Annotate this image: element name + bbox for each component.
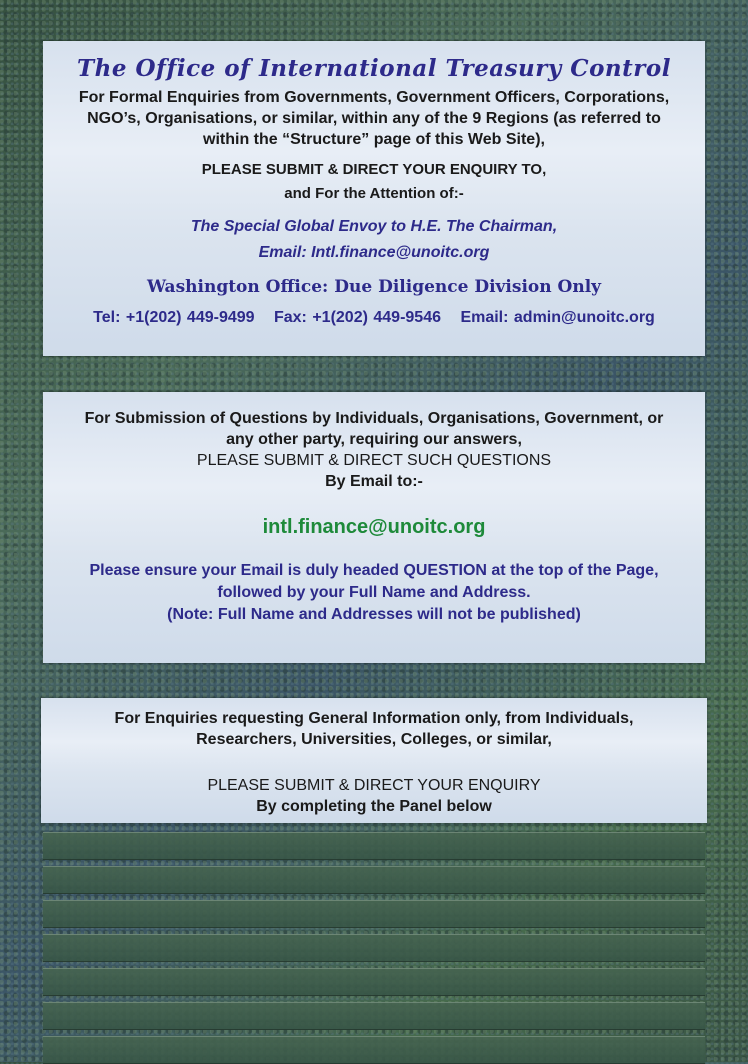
background-stripe <box>43 934 705 962</box>
submit-line: PLEASE SUBMIT & DIRECT YOUR ENQUIRY <box>207 777 541 794</box>
by-panel-line: By completing the Panel below <box>256 798 492 815</box>
questions-email-link[interactable]: intl.finance@unoitc.org <box>262 516 486 538</box>
intro-line: For Formal Enquiries from Governments, Government Officers, Corporations, <box>78 89 670 106</box>
background-stripe <box>43 1036 705 1064</box>
background-stripe <box>43 866 705 894</box>
note-line: Please ensure your Email is duly headed QUESTION at the top of the Page, <box>89 562 659 579</box>
general-information-panel <box>41 698 707 823</box>
background-stripe <box>43 900 705 928</box>
questions-panel <box>43 392 705 663</box>
submit-line: PLEASE SUBMIT & DIRECT SUCH QUESTIONS <box>196 452 552 469</box>
intro-line: Researchers, Universities, Colleges, or similar, <box>196 731 552 748</box>
intro-line: NGO’s, Organisations, or similar, within any of the 9 Regions (as referred to <box>87 110 661 127</box>
background-stripe <box>43 968 705 996</box>
tel-number: Tel: +1(202) 449-9499 <box>93 309 255 326</box>
washington-office-heading: Washington Office: Due Diligence Division Only <box>146 277 602 297</box>
intro-line: For Submission of Questions by Individuals, Organisations, Government, or <box>84 410 664 427</box>
submit-line: PLEASE SUBMIT & DIRECT YOUR ENQUIRY TO, <box>201 161 547 178</box>
questions-note <box>43 560 705 626</box>
envoy-email-link[interactable]: Email: Intl.finance@unoitc.org <box>258 244 490 261</box>
contact-details <box>43 308 705 328</box>
formal-enquiries-intro <box>43 87 705 150</box>
background-stripe <box>43 1002 705 1030</box>
intro-line: For Enquiries requesting General Information only, from Individuals, <box>114 710 634 727</box>
admin-email-link[interactable]: Email: admin@unoitc.org <box>460 309 655 326</box>
page-title: The Office of International Treasury Control <box>77 55 671 82</box>
envoy-block <box>43 214 705 266</box>
formal-enquiries-panel <box>43 41 705 356</box>
general-info-intro <box>41 708 707 750</box>
intro-line: within the “Structure” page of this Web Site), <box>203 131 545 148</box>
attention-line: and For the Attention of:- <box>284 185 464 202</box>
submit-instructions <box>43 158 705 206</box>
by-email-label: By Email to:- <box>325 473 423 490</box>
envoy-title: The Special Global Envoy to H.E. The Chairman, <box>190 218 558 235</box>
note-line: (Note: Full Name and Addresses will not be published) <box>167 606 581 623</box>
background-stripe <box>43 832 705 860</box>
fax-number: Fax: +1(202) 449-9546 <box>273 309 441 326</box>
questions-intro <box>43 408 705 450</box>
intro-line: any other party, requiring our answers, <box>226 431 522 448</box>
note-line: followed by your Full Name and Address. <box>217 584 531 601</box>
